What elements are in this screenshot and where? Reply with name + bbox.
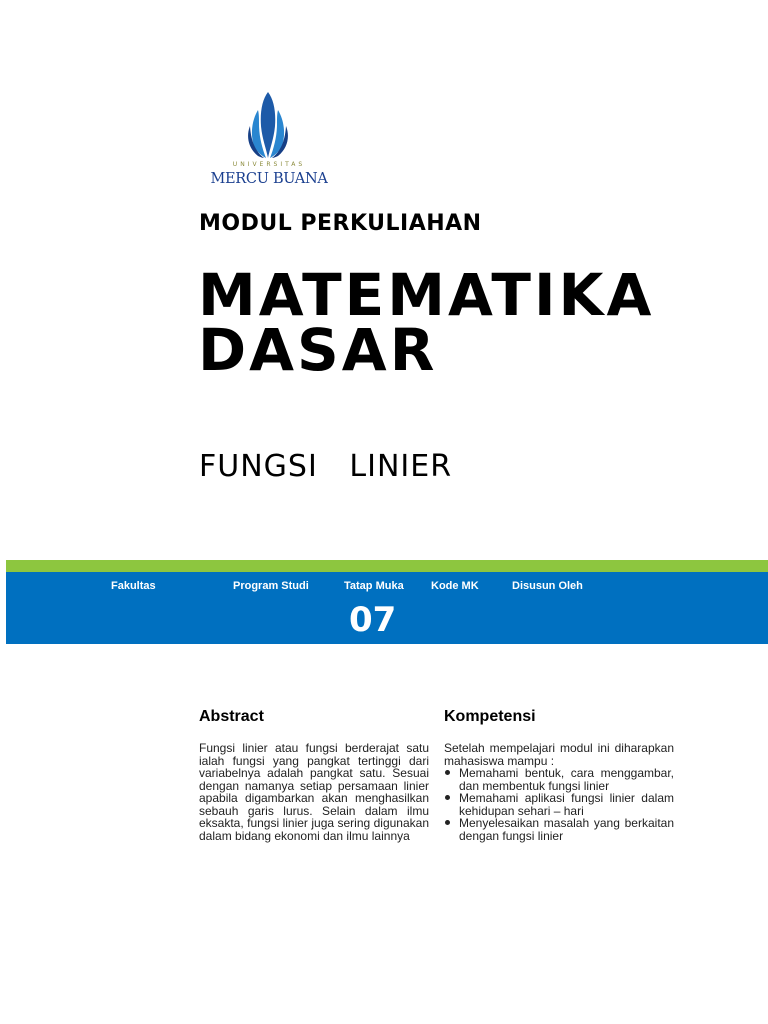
band-label-tatap-muka: Tatap Muka [344, 580, 404, 592]
abstract-section [199, 706, 429, 842]
list-item [444, 817, 674, 842]
list-item [444, 792, 674, 817]
kompetensi-heading: Kompetensi [444, 708, 536, 725]
logo-university-name: MERCU BUANA [210, 171, 328, 187]
tatap-muka-number: 07 [349, 600, 397, 640]
kompetensi-intro: Setelah mempelajari modul ini diharapkan mahasiswa mampu : [444, 741, 674, 768]
logo-emblem-icon [244, 90, 292, 160]
topic-title: FUNGSI LINIER [199, 449, 453, 484]
abstract-text: Fungsi linier atau fungsi berderajat satu ialah fungsi yang pangkat tertinggi dari variabelnya adalah pangkat satu. Sesuai dengan namanya setiap persamaan linier apabila digambarkan akan menghasilkan sebauh garis lurus. Selain dalam ilmu eksakta, fungsi linier juga sering digunakan dalam bidang ekonomi dan ilmu lainnya [199, 741, 429, 843]
course-title: MATEMATIKA DASAR [198, 261, 655, 384]
band-label-disusun-oleh: Disusun Oleh [512, 580, 583, 592]
logo-university-label: UNIVERSITAS [232, 161, 306, 168]
kompetensi-item-text: Menyelesaikan masalah yang berkaitan dengan fungsi linier [459, 816, 674, 843]
kompetensi-item-text: Memahami bentuk, cara menggambar, dan membentuk fungsi linier [459, 766, 674, 793]
kompetensi-item-text: Memahami aplikasi fungsi linier dalam kehidupan sehari – hari [459, 791, 674, 818]
bullet-icon [445, 770, 450, 775]
abstract-heading: Abstract [199, 708, 264, 725]
course-info-band [6, 572, 768, 644]
list-item [444, 767, 674, 792]
bullet-icon [445, 820, 450, 825]
bullet-icon [445, 795, 450, 800]
kompetensi-section [444, 706, 674, 842]
kompetensi-list [444, 767, 674, 842]
green-accent-bar [6, 560, 768, 572]
module-label: MODUL PERKULIAHAN [199, 211, 482, 236]
university-logo [200, 88, 338, 194]
band-label-program-studi: Program Studi [233, 580, 309, 592]
band-label-fakultas: Fakultas [111, 580, 156, 592]
band-label-kode-mk: Kode MK [431, 580, 479, 592]
